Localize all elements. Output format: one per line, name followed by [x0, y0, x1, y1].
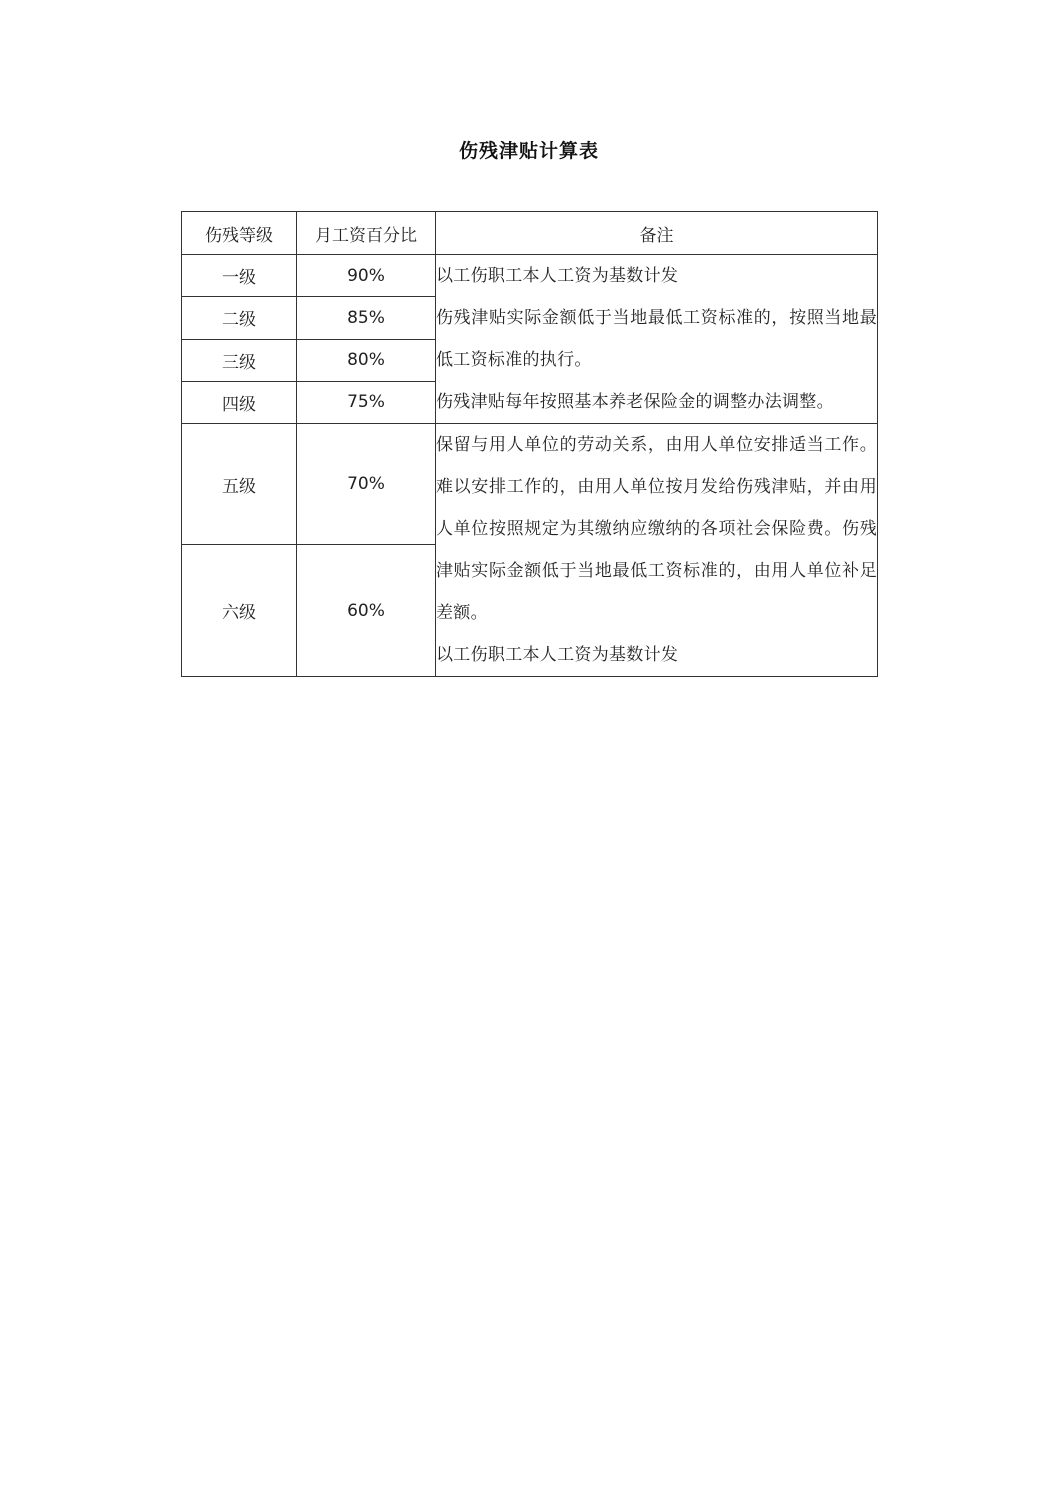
percentage-cell: 60% [297, 545, 436, 677]
note-text: 以工伤职工本人工资为基数计发 [436, 645, 679, 665]
grade-cell: 五级 [182, 424, 297, 545]
header-notes: 备注 [436, 212, 878, 255]
percentage-cell: 80% [297, 339, 436, 381]
grade-cell: 六级 [182, 545, 297, 677]
grade-cell: 三级 [182, 339, 297, 381]
grade-cell: 四级 [182, 381, 297, 423]
percentage-cell: 70% [297, 424, 436, 545]
notes-cell-grades-5-6 [436, 424, 878, 677]
percentage-cell: 85% [297, 297, 436, 339]
note-text: 伤残津贴实际金额低于当地最低工资标准的，按照当地最低工资标准的执行。 [436, 308, 877, 370]
note-text: 保留与用人单位的劳动关系，由用人单位安排适当工作。难以安排工作的，由用人单位按月发给伤残津贴，并由用人单位按照规定为其缴纳应缴纳的各项社会保险费。伤残津贴实际金额低于当地最低工资标准的，由用人单位补足差额。 [436, 435, 877, 623]
header-percentage: 月工资百分比 [297, 212, 436, 255]
grade-cell: 一级 [182, 255, 297, 297]
notes-cell-grades-1-4 [436, 255, 878, 424]
note-text: 以工伤职工本人工资为基数计发 [436, 266, 679, 286]
disability-allowance-table [181, 211, 878, 677]
percentage-cell: 90% [297, 255, 436, 297]
header-grade: 伤残等级 [182, 212, 297, 255]
percentage-cell: 75% [297, 381, 436, 423]
table-header-row [182, 212, 878, 255]
page-title: 伤残津贴计算表 [458, 140, 599, 162]
table-row [182, 255, 878, 297]
grade-cell: 二级 [182, 297, 297, 339]
note-text: 伤残津贴每年按照基本养老保险金的调整办法调整。 [436, 392, 834, 412]
table-row [182, 424, 878, 545]
